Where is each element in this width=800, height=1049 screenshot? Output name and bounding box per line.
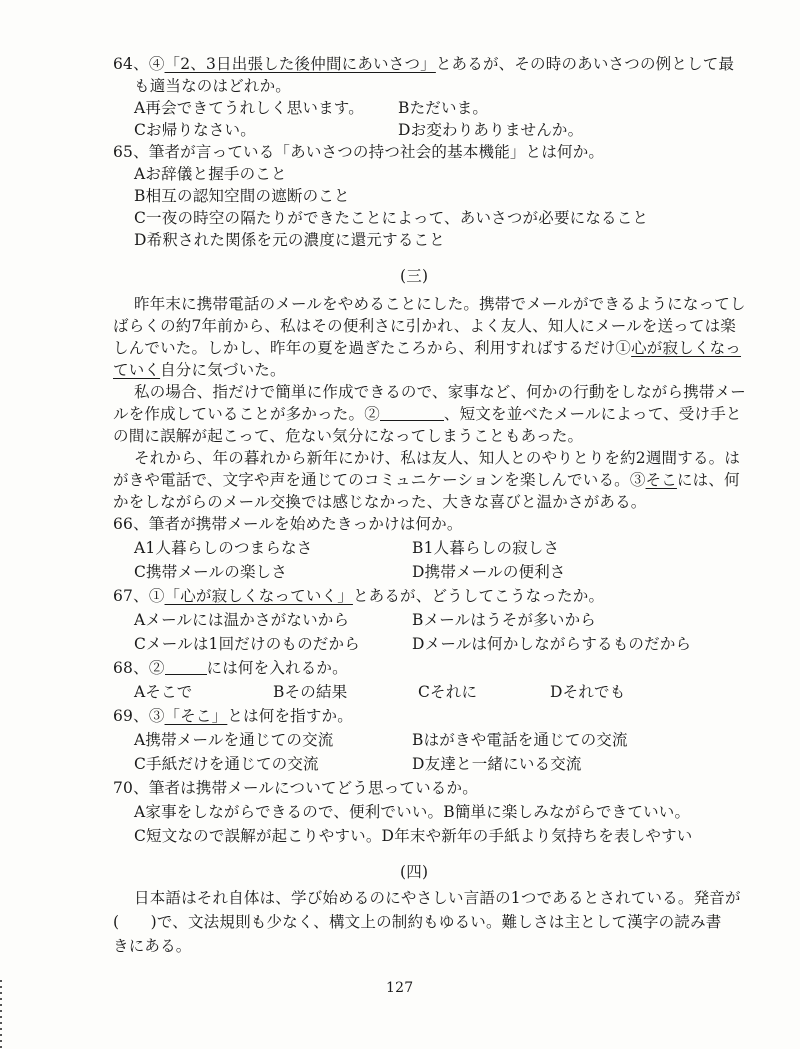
passage-3-text: ルを作成していることが多かった。②	[113, 405, 380, 423]
blank-2-ref	[165, 658, 207, 675]
question-64-text: とあるが、その時のあいさつの例として最	[435, 55, 735, 73]
passage-3-text: がきや電話で、文字や声を通じてのコミュニケーションを楽しんでいる。③	[113, 471, 646, 489]
question-70-stem: 70、筆者は携帯メールについてどう思っているか。	[113, 779, 478, 797]
question-67-option-d: Dメールは何かしながらするものだから	[412, 635, 692, 653]
question-67-stem	[113, 585, 604, 607]
underlined-phrase-1: 心が寂しくなっ	[631, 339, 742, 357]
page-number: 127	[386, 980, 414, 996]
question-64-option-d: Dお変わりありませんか。	[398, 121, 584, 139]
passage-3-text: しんでいた。しかし、昨年の夏を過ぎたころから、利用すればするだけ①	[113, 339, 632, 357]
section-3-heading: (三)	[400, 267, 429, 285]
question-67-option-b: Bメールはうそが多いから	[412, 611, 596, 629]
passage-3-line: それから、年の暮れから新年にかけ、私は友人、知人とのやりとりを約2週間する。は	[134, 449, 741, 467]
passage-3-text: 自分に気づいた。	[160, 361, 286, 379]
scan-edge-mark	[0, 980, 2, 1049]
question-68-stem	[113, 657, 348, 679]
passage-3-line	[113, 403, 742, 425]
passage-3-text: 、短文を並べたメールによって、受け手と	[443, 405, 742, 423]
question-68-option-c: Cそれに	[418, 683, 478, 701]
passage-3-line	[113, 337, 741, 359]
passage-3-line: の間に誤解が起こって、危ない気分になってしまうこともあった。	[113, 427, 584, 445]
passage-3-line: 昨年末に携帯電話のメールをやめることにした。携帯でメールができるようになってし	[134, 295, 746, 313]
passage-4-line: きにある。	[113, 937, 192, 955]
question-66-stem: 66、筆者が携帯メールを始めたきっかけは何か。	[113, 515, 463, 533]
question-69-option-b: Bはがきや電話を通じての交流	[412, 731, 628, 749]
question-64-option-b: Bただいま。	[398, 99, 489, 117]
question-68-option-b: Bその結果	[273, 683, 348, 701]
question-69-option-d: D友達と一緒にいる交流	[412, 755, 582, 773]
passage-3-text: には、何	[676, 471, 740, 489]
question-67-quote: 「心が寂しくなっていく」	[164, 587, 353, 605]
question-65-option-c: C一夜の時空の隔たりができたことによって、あいさつが必要になること	[134, 209, 649, 227]
question-65-stem: 65、筆者が言っている「あいさつの持つ社会的基本機能」とは何か。	[113, 143, 605, 161]
question-69-text: とは何を指すか。	[227, 707, 353, 725]
question-66-option-a: A1人暮らしのつまらなさ	[134, 539, 313, 557]
question-69-option-a: A携帯メールを通じての交流	[134, 731, 334, 749]
passage-3-line	[113, 469, 740, 491]
underlined-phrase-1-cont: ていく	[113, 361, 161, 379]
question-64-quote: 「2、3日出張した後仲間にあいさつ」	[164, 55, 436, 73]
blank-2	[380, 404, 444, 421]
question-68-option-a: Aそこで	[134, 683, 193, 701]
underlined-phrase-3: そこ	[645, 471, 677, 489]
question-64-stem	[113, 53, 734, 75]
question-64-stem-line2: も適当なのはどれか。	[134, 77, 292, 95]
question-69-option-c: C手紙だけを通じての交流	[134, 755, 319, 773]
question-65-option-b: B相互の認知空間の遮断のこと	[134, 187, 350, 205]
question-68-number: 68、②	[113, 659, 165, 677]
question-66-option-d: D携帯メールの便利さ	[412, 563, 566, 581]
question-64-option-c: Cお帰りなさい。	[134, 121, 256, 139]
question-65-option-a: Aお辞儀と握手のこと	[134, 165, 287, 183]
passage-3-line	[113, 359, 286, 381]
passage-4-line: ( )で、文法規則も少なく、構文上の制約もゆるい。難しさは主として漢字の読み書	[113, 913, 722, 931]
question-67-number: 67、①	[113, 587, 165, 605]
question-64-number: 64、④	[113, 55, 165, 73]
question-70-options-cd: C短文なので誤解が起こりやすい。D年末や新年の手紙より気持ちを表しやすい	[134, 827, 693, 845]
question-67-text: とあるが、どうしてこうなったか。	[352, 587, 605, 605]
question-66-option-b: B1人暮らしの寂しさ	[412, 539, 560, 557]
section-4-heading: (四)	[400, 863, 429, 881]
question-64-option-a: A再会できてうれしく思います。	[134, 99, 364, 117]
passage-4-line: 日本語はそれ自体は、学び始めるのにやさしい言語の1つであるとされている。発音が	[134, 889, 741, 907]
question-69-quote: 「そこ」	[164, 707, 228, 725]
question-67-option-a: Aメールには温かさがないから	[134, 611, 350, 629]
passage-3-line: かをしながらのメール交換では感じなかった、大きな喜びと温かさがある。	[113, 493, 647, 511]
question-70-options-ab: A家事をしながらできるので、便利でいい。B簡単に楽しみながらできていい。	[134, 803, 691, 821]
question-66-option-c: C携帯メールの楽しさ	[134, 563, 288, 581]
passage-3-line: 私の場合、指だけで簡単に作成できるので、家事など、何かの行動をしながら携帯メー	[134, 383, 746, 401]
question-69-number: 69、③	[113, 707, 165, 725]
question-65-option-d: D希釈された関係を元の濃度に還元すること	[134, 231, 445, 249]
passage-3-line: ばらくの約7年前から、私はその便利さに引かれ、よく友人、知人にメールを送っては楽	[113, 317, 736, 335]
question-67-option-c: Cメールは1回だけのものだから	[134, 635, 360, 653]
question-68-text: には何を入れるか。	[206, 659, 348, 677]
question-69-stem	[113, 705, 353, 727]
question-68-option-d: Dそれでも	[550, 683, 626, 701]
